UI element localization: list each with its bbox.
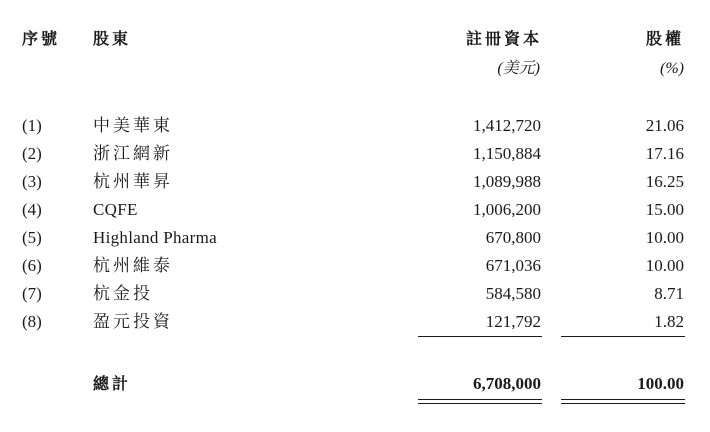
- row-equity: 16.25: [645, 172, 684, 191]
- table-row: [0, 280, 710, 308]
- table-row: [0, 308, 710, 336]
- row-serial: (4): [22, 200, 42, 219]
- table-row: [0, 196, 710, 224]
- table-row: [0, 112, 710, 140]
- row-capital: 1,412,720: [473, 116, 541, 135]
- header-registered-capital: 註冊資本: [465, 29, 542, 48]
- total-label: 總計: [93, 374, 132, 393]
- header-equity: 股權: [645, 29, 684, 48]
- row-shareholder: 杭州維泰: [93, 256, 173, 275]
- subtotal-rule-capital: [418, 336, 542, 337]
- row-capital: 121,792: [485, 312, 541, 331]
- row-equity: 21.06: [645, 116, 684, 135]
- row-serial: (5): [22, 228, 42, 247]
- total-capital: 6,708,000: [473, 374, 541, 393]
- row-serial: (2): [22, 144, 42, 163]
- header-capital-unit: (美元): [497, 60, 540, 77]
- row-shareholder: 杭金投: [93, 284, 153, 303]
- row-capital: 584,580: [485, 284, 541, 303]
- row-equity: 10.00: [645, 228, 684, 247]
- table-row: [0, 168, 710, 196]
- header-equity-unit: (%): [660, 60, 684, 77]
- row-shareholder: 杭州華昇: [93, 172, 173, 191]
- row-equity: 1.82: [654, 312, 684, 331]
- row-serial: (7): [22, 284, 42, 303]
- row-shareholder: 浙江網新: [93, 144, 173, 163]
- row-equity: 15.00: [645, 200, 684, 219]
- row-capital: 671,036: [485, 256, 541, 275]
- total-equity: 100.00: [637, 374, 684, 393]
- table-row: [0, 140, 710, 168]
- total-double-rule-equity-bottom: [561, 403, 685, 404]
- row-capital: 1,006,200: [473, 200, 541, 219]
- row-capital: 1,089,988: [473, 172, 541, 191]
- total-double-rule-capital-bottom: [418, 403, 542, 404]
- row-serial: (8): [22, 312, 42, 331]
- row-shareholder: Highland Pharma: [93, 228, 217, 247]
- row-shareholder: 中美華東: [93, 116, 173, 135]
- row-shareholder: 盈元投資: [93, 312, 173, 331]
- table-row: [0, 224, 710, 252]
- header-shareholder: 股東: [93, 29, 132, 48]
- table-row: [0, 252, 710, 280]
- row-equity: 8.71: [654, 284, 684, 303]
- row-equity: 10.00: [645, 256, 684, 275]
- row-serial: (1): [22, 116, 42, 135]
- total-row: [0, 370, 710, 398]
- row-shareholder: CQFE: [93, 200, 138, 219]
- row-serial: (6): [22, 256, 42, 275]
- header-serial-no: 序號: [22, 29, 61, 48]
- row-capital: 670,800: [485, 228, 541, 247]
- row-equity: 17.16: [645, 144, 684, 163]
- row-serial: (3): [22, 172, 42, 191]
- row-capital: 1,150,884: [473, 144, 541, 163]
- subtotal-rule-equity: [561, 336, 685, 337]
- total-double-rule-capital-top: [418, 399, 542, 400]
- total-double-rule-equity-top: [561, 399, 685, 400]
